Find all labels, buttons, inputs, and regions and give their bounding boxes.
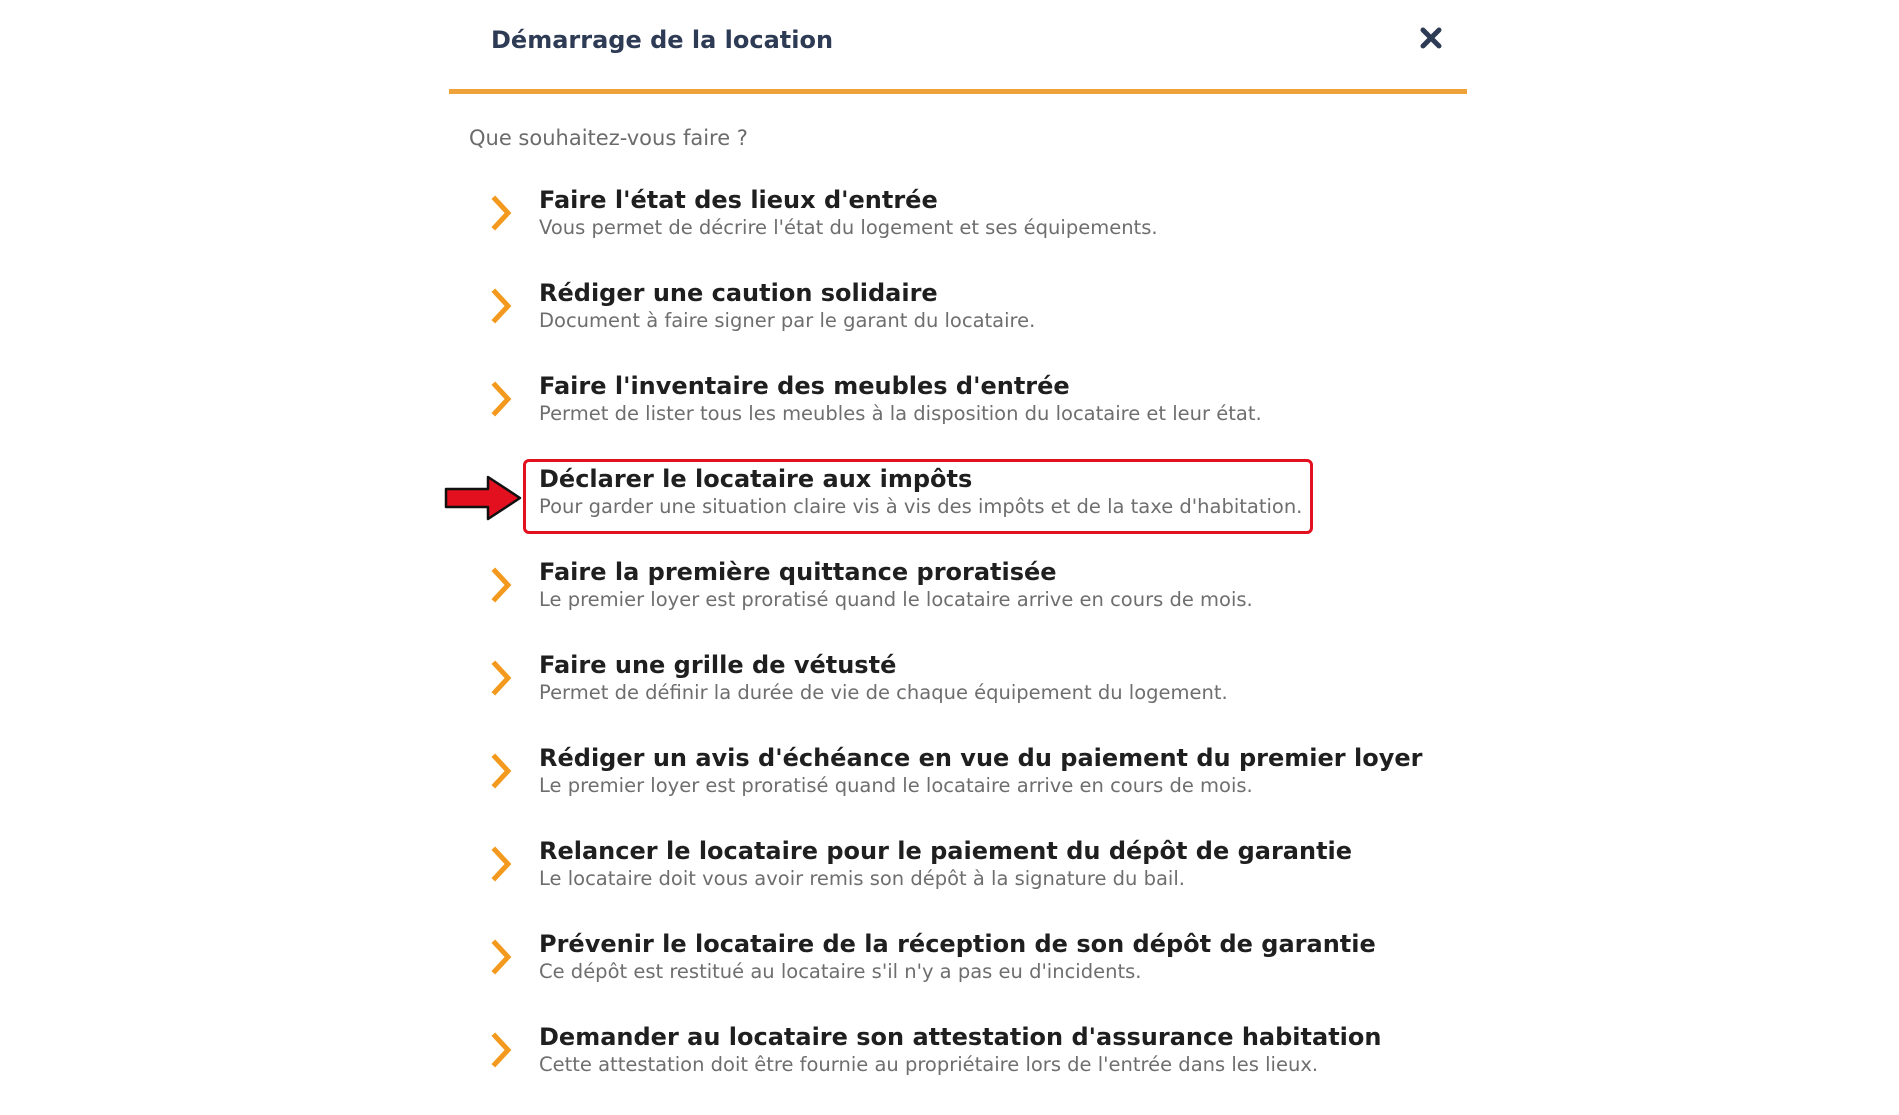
option-title: Rédiger un avis d'échéance en vue du paiement du premier loyer (539, 744, 1423, 772)
option-description: Pour garder une situation claire vis à vis des impôts et de la taxe d'habitation. (539, 495, 1303, 518)
modal-dialog (449, 0, 1467, 1080)
option-description: Le premier loyer est proratisé quand le locataire arrive en cours de mois. (539, 588, 1253, 611)
option-grille-vetuste[interactable] (449, 650, 1467, 743)
highlight-box (523, 459, 1313, 534)
option-description: Document à faire signer par le garant du locataire. (539, 309, 1036, 332)
option-relancer-depot[interactable] (449, 836, 1467, 929)
option-title: Rédiger une caution solidaire (539, 279, 938, 307)
option-title: Faire une grille de vétusté (539, 651, 897, 679)
option-title: Faire la première quittance proratisée (539, 558, 1057, 586)
option-title: Relancer le locataire pour le paiement du dépôt de garantie (539, 837, 1353, 865)
option-description: Ce dépôt est restitué au locataire s'il n'y a pas eu d'incidents. (539, 960, 1142, 983)
option-description: Le locataire doit vous avoir remis son dépôt à la signature du bail. (539, 867, 1185, 890)
option-inventaire-meubles[interactable] (449, 371, 1467, 464)
red-arrow-icon (444, 474, 522, 522)
chevron-right-icon (491, 939, 513, 975)
chevron-right-icon (491, 660, 513, 696)
option-title: Demander au locataire son attestation d'assurance habitation (539, 1023, 1382, 1051)
modal-header (449, 0, 1467, 94)
option-title: Déclarer le locataire aux impôts (539, 465, 973, 493)
chevron-right-icon (491, 381, 513, 417)
options-list (449, 185, 1467, 1115)
option-caution-solidaire[interactable] (449, 278, 1467, 371)
chevron-right-icon (491, 846, 513, 882)
option-description: Permet de définir la durée de vie de chaque équipement du logement. (539, 681, 1228, 704)
chevron-right-icon (491, 288, 513, 324)
option-description: Vous permet de décrire l'état du logement et ses équipements. (539, 216, 1158, 239)
modal-title: Démarrage de la location (491, 26, 834, 54)
option-attestation-assurance[interactable] (449, 1022, 1467, 1115)
option-title: Faire l'inventaire des meubles d'entrée (539, 372, 1070, 400)
option-description: Permet de lister tous les meubles à la disposition du locataire et leur état. (539, 402, 1262, 425)
prompt-text: Que souhaitez-vous faire ? (469, 126, 748, 150)
option-premiere-quittance[interactable] (449, 557, 1467, 650)
option-title: Prévenir le locataire de la réception de son dépôt de garantie (539, 930, 1376, 958)
chevron-right-icon (491, 195, 513, 231)
close-icon (1417, 24, 1445, 52)
option-etat-des-lieux[interactable] (449, 185, 1467, 278)
option-avis-echeance[interactable] (449, 743, 1467, 836)
chevron-right-icon (491, 1032, 513, 1068)
close-button[interactable] (1417, 24, 1445, 52)
chevron-right-icon (491, 567, 513, 603)
option-description: Le premier loyer est proratisé quand le locataire arrive en cours de mois. (539, 774, 1253, 797)
option-description: Cette attestation doit être fournie au propriétaire lors de l'entrée dans les lieux. (539, 1053, 1319, 1076)
option-prevenir-reception-depot[interactable] (449, 929, 1467, 1022)
chevron-right-icon (491, 753, 513, 789)
option-title: Faire l'état des lieux d'entrée (539, 186, 938, 214)
